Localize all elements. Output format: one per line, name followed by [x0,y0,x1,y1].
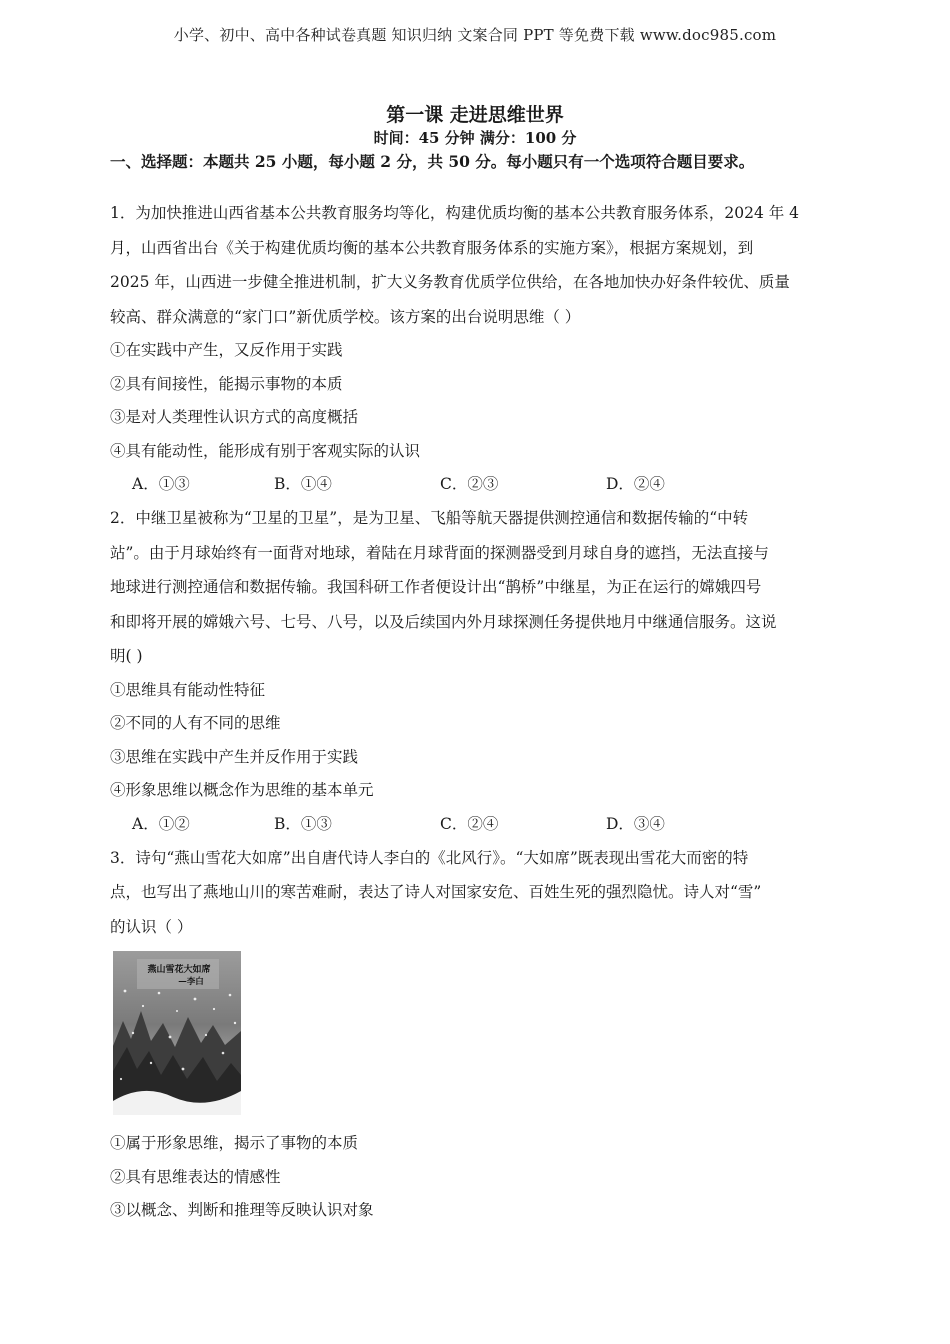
question-2 [110,501,842,841]
statement-1: ①在实践中产生，又反作用于实践 [110,341,343,359]
stem-line: 月，山西省出台《关于构建优质均衡的基本公共教育服务体系的实施方案》，根据方案规划，到 [110,238,754,257]
question-list [110,196,842,1228]
statement-2: ②具有间接性，能揭示事物的本质 [110,374,343,393]
stem-line: 2025 年，山西进一步健全推进机制，扩大义务教育优质学位供给，在各地加快办好条件较优、质量 [110,273,790,291]
answer-choices [110,468,842,501]
page-title: 第一课 走进思维世界 [386,104,564,126]
choice-d[interactable]: D．③④ [606,814,665,833]
site-header: 小学、初中、高中各种试卷真题 知识归纳 文案合同 PPT 等免费下载 www.doc985.com [173,26,777,44]
statement-2: ②具有思维表达的情感性 [110,1167,281,1186]
choice-c[interactable]: C．②④ [440,814,499,833]
statement-3: ③以概念、判断和推理等反映认识对象 [110,1201,374,1219]
statement-1: ①思维具有能动性特征 [110,680,266,699]
statement-3: ③思维在实践中产生并反作用于实践 [110,747,359,766]
choice-b[interactable]: B．①④ [274,475,332,493]
snow-scene-image [113,951,241,1115]
statement-4: ④形象思维以概念作为思维的基本单元 [110,781,374,799]
figure-caption-author: —李白 [178,977,204,987]
stem-line: 地球进行测控通信和数据传输。我国科研工作者便设计出“鹊桥”中继星，为正在运行的嫦娥四号 [110,578,762,596]
question-stem [110,841,842,945]
choice-c[interactable]: C．②③ [440,475,499,493]
statement-4: ④具有能动性，能形成有别于客观实际的认识 [110,441,421,460]
section-heading: 一、选择题：本题共 25 小题，每小题 2 分，共 50 分。每小题只有一个选项符合题目要求。 [110,152,755,171]
stem-line: 3．诗句“燕山雪花大如席”出自唐代诗人李白的《北风行》。“大如席”既表现出雪花大而密的特 [110,848,749,867]
statement-1: ①属于形象思维，揭示了事物的本质 [110,1134,359,1152]
stem-line: 和即将开展的嫦娥六号、七号、八号，以及后续国内外月球探测任务提供地月中继通信服务。这说 [110,612,777,631]
exam-info: 时间：45 分钟 满分：100 分 [373,129,577,147]
question-stem [110,501,842,674]
choice-a[interactable]: A．①② [132,814,190,833]
choice-d[interactable]: D．②④ [606,475,665,493]
choice-a[interactable]: A．①③ [132,475,190,493]
choice-b[interactable]: B．①③ [274,814,332,833]
stem-line: 站”。由于月球始终有一面背对地球，着陆在月球背面的探测器受到月球自身的遮挡，无法直接与 [110,543,769,562]
answer-choices [110,808,842,841]
stem-line: 的认识（ ） [110,917,193,936]
stem-line: 1．为加快推进山西省基本公共教育服务均等化，构建优质均衡的基本公共教育服务体系，2024 年 4 [110,204,800,222]
question-stem [110,196,842,334]
stem-line: 点，也写出了燕地山川的寒苦难耐，表达了诗人对国家安危、百姓生死的强烈隐忧。诗人对“雪” [110,883,762,901]
stem-line: 较高、群众满意的“家门口”新优质学校。该方案的出台说明思维（ ） [110,307,581,326]
figure-caption: 燕山雪花大如席 [147,965,211,975]
question-1 [110,196,842,501]
statement-3: ③是对人类理性认识方式的高度概括 [110,408,359,426]
question-3 [110,841,842,1228]
stem-line: 2．中继卫星被称为“卫星的卫星”，是为卫星、飞船等航天器提供测控通信和数据传输的“中转 [110,509,749,527]
statement-2: ②不同的人有不同的思维 [110,714,281,732]
stem-line: 明( ) [110,647,143,665]
